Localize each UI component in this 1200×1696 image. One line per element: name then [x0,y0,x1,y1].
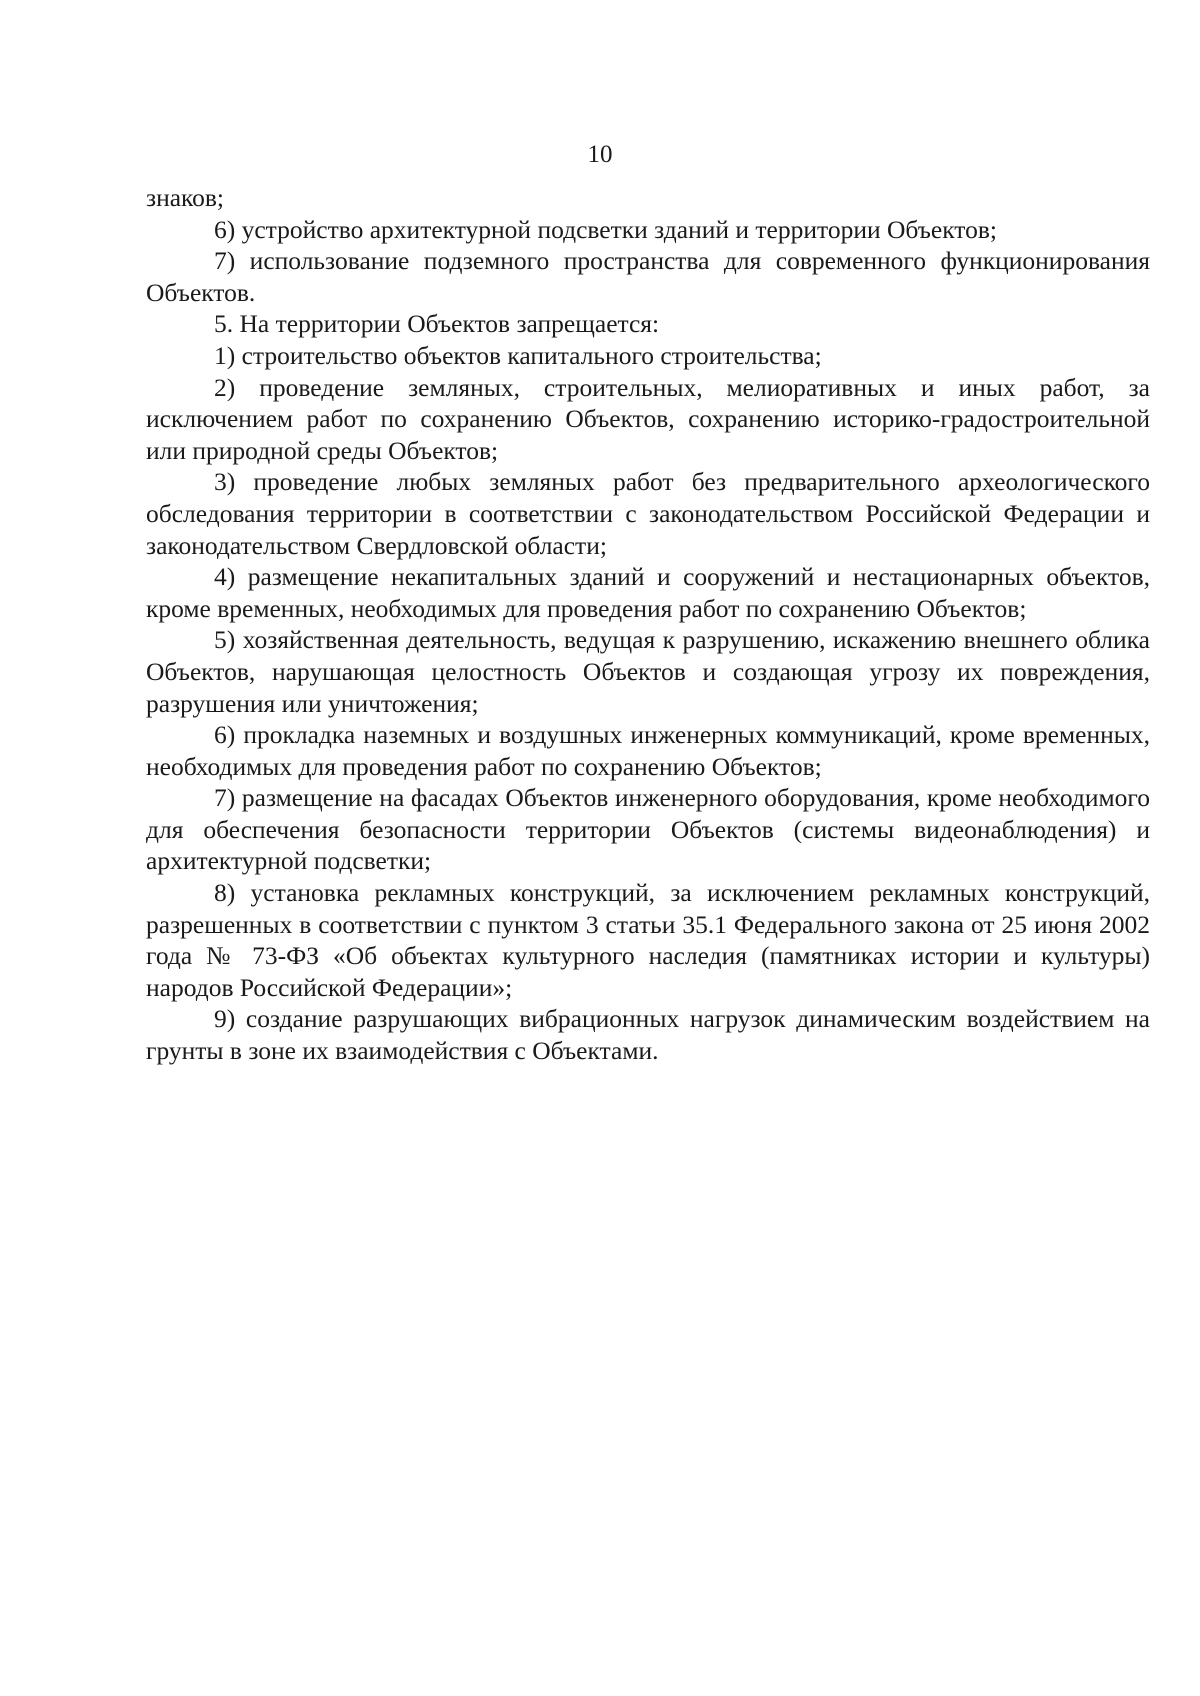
paragraph-prohibited-6: 6) прокладка наземных и воздушных инженерных коммуникаций, кроме временных, необходимых для проведения работ по сохранению Объектов; [146,720,1150,781]
paragraph-continuation: знаков; [146,183,225,212]
paragraph-prohibited-1: 1) строительство объектов капитального строительства; [214,340,822,370]
paragraph-item-6-lighting: 6) устройство архитектурной подсветки зданий и территории Объектов; [214,214,997,244]
paragraph-prohibited-8: 8) установка рекламных конструкций, за исключением рекламных конструкций, разрешенных в соответствии с пунктом 3 статьи 35.1 Федерального закона от 25 июня 2002 года № 73-ФЗ «Об объектах культурного наследия (памятниках истории и культуры) народов Российской Федерации»; [146,878,1150,1002]
paragraph-prohibited-9: 9) создание разрушающих вибрационных нагрузок динамическим воздействием на грунты в зоне их взаимодействия с Объектами. [146,1004,1150,1066]
page-number: 10 [587,141,613,168]
paragraph-prohibited-4: 4) размещение некапитальных зданий и сооружений и нестационарных объектов, кроме временных, необходимых для проведения работ по сохранению Объектов; [146,562,1150,623]
paragraph-item-7-underground: 7) использование подземного пространства для современного функционирования Объектов. [146,246,1150,307]
paragraph-prohibited-5: 5) хозяйственная деятельность, ведущая к разрушению, искажению внешнего облика Объектов, нарушающая целостность Объектов и создающая угрозу их повреждения, разрушения или уничтожения; [146,625,1150,718]
paragraph-prohibited-2: 2) проведение земляных, строительных, мелиоративных и иных работ, за исключением работ по сохранению Объектов, сохранению историко-градостроительной или природной среды Объектов; [146,372,1150,465]
document-body [146,182,1150,1067]
section-5-heading: 5. На территории Объектов запрещается: [214,309,660,339]
paragraph-prohibited-3: 3) проведение любых земляных работ без предварительного археологического обследования территории в соответствии с законодательством Российской Федерации и законодательством Свердловской области; [146,467,1150,560]
paragraph-prohibited-7: 7) размещение на фасадах Объектов инженерного оборудования, кроме необходимого для обеспечения безопасности территории Объектов (системы видеонаблюдения) и архитектурной подсветки; [146,783,1150,876]
